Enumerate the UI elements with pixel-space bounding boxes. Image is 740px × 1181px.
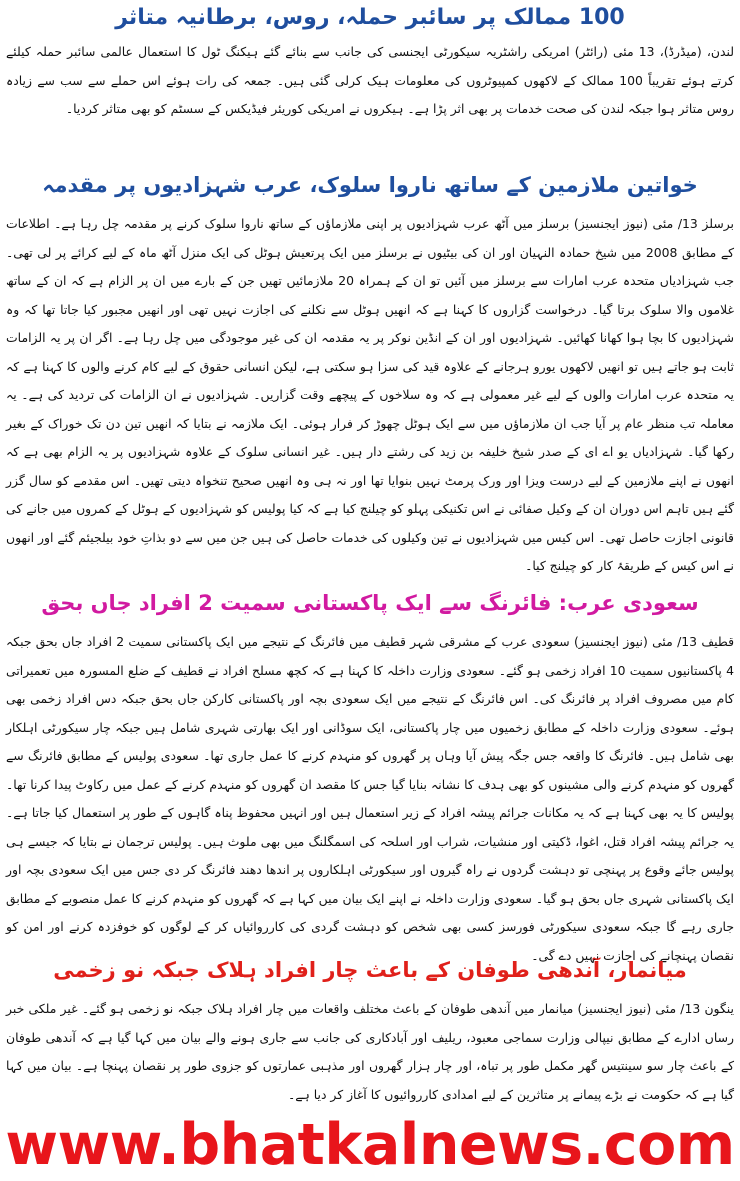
article-body-myanmar-storm: ینگون 13/ مئی (نیوز ایجنسیز) میانمار میں آندھی طوفان کے باعث مختلف واقعات میں چار افراد ہلاک جبکہ نو زخمی ہو گئے۔ غیر ملکی خبر رساں ادارے کے مطابق نیپالی وزارت سماجی معبود، ریلیف اور آبادکاری کی جانب سے جاری ہونے والے بیان میں کہا گیا ہے کہ آندھی طوفان کے باعث چار سو سینتیس گھر مکمل طور پر تباہ، اور چار ہزار گھروں اور مذہبی عمارتوں کو جزوی طور پر نقصان پہنچا ہے۔ بیان میں کہا گیا ہے کہ حکومت نے بڑے پیمانے پر متاثرین کے لیے امدادی کارروائیوں کا آغاز کر دیا ہے۔	[6, 1001, 734, 1102]
article-body-arab-princesses: برسلز 13/ مئی (نیوز ایجنسیز) برسلز میں آٹھ عرب شہزادیوں پر اپنی ملازماؤں کے ساتھ ناروا سلوک کرنے پر مقدمہ چل رہا ہے۔ اطلاعات کے مطابق 2008 میں شیخ حمادہ النہیان اور ان کی بیٹیوں نے برسلز میں ایک پرتعیش ہوٹل کی ایک منزل آٹھ ماہ کے لیے کرائے پر لی تھی۔ جب شہزادیاں متحدہ عرب امارات سے برسلز میں آئیں تو ان کے ہمراہ 20 ملازمائیں تھیں جن کے بارے میں ان پر الزام ہے کہ ان کے ساتھ غلاموں والا سلوک برتا گیا۔ درخواست گزاروں کا کہنا ہے کہ انھیں ہوٹل سے نکلنے کی اجازت نہیں تھی اور انھیں مجبور کیا جاتا تھا کہ وہ شہزادیوں کا بچا ہوا کھانا کھائیں۔ شہزادیوں اور ان کے انڈین نوکر پر یہ مقدمہ ان کی غیر موجودگی میں چل رہا ہے۔ اگر ان پر یہ الزامات ثابت ہو جاتے ہیں تو انھیں لاکھوں یورو ہرجانے کے علاوہ قید کی سزا ہو سکتی ہے، لیکن انسانی حقوق کے لیے کام کرنے والوں کا کہنا ہے کہ یہ متحدہ عرب امارات والوں کے لیے غیر معمولی ہے کہ وہ سلاخوں کے پیچھے وقت گزاریں۔ شہزادیوں نے ان الزامات کی تردید کی ہے۔ یہ معاملہ تب منظر عام پر آیا جب ان ملازماؤں میں سے ایک ہوٹل چھوڑ کر فرار ہوئی۔ ایک ملازمہ نے بتایا کہ انھیں تین دن تک خوراک کے بغیر رکھا گیا۔ شہزادیاں یو اے ای کے صدر شیخ خلیفہ بن زید کی رشتے دار ہیں۔ غیر انسانی سلوک کے علاوہ شہزادیوں پر یہ الزام بھی ہے کہ انھوں نے اپنے ملازمین کے لیے درست ویزا اور ورک پرمٹ نہیں بنوایا تھا اور نہ ہی وہ انھیں صحیح تنخواہ دیتی تھیں۔ اس مقدمے کو سال گزر گئے ہیں تاہم اس دوران ان کے وکیل صفائی نے اس تکنیکی پہلو کو چیلنج کیا ہے کہ کیا پولیس کو شہزادیوں کے ہوٹل کے کمروں میں جانے کی قانونی اجازت حاصل تھی۔ اس کیس میں شہزادیوں نے تین وکیلوں کی خدمات حاصل کی ہیں جن میں سے دو بذاتِ خود بیلجیئم گئے اور انھوں نے اس کیس کے طریقۂ کار کو چیلنج کیا۔	[6, 216, 735, 573]
headline-cyber-attack: 100 ممالک پر سائبر حملہ، روس، برطانیہ متاثر	[115, 5, 625, 30]
article-body-cyber-attack: لندن، (میڈرڈ)، 13 مئی (رائٹر) امریکی راشٹریہ سیکورٹی ایجنسی کی جانب سے بنائے گئے ہیکنگ ٹول کا استعمال عالمی سائبر حملہ کیلئے کرتے ہوئے تقریباً 100 ممالک کے لاکھوں کمپیوٹروں کی معلومات ہیک کرلی گئی ہیں۔ جمعہ کی رات ہوئے اس حملے سے سب سے زیادہ روس متاثر ہوا جبکہ لندن کی صحت خدمات پر بھی اثر پڑا ہے۔ ہیکروں نے امریکی کوریئر فیڈیکس کے سسٹم کو بھی متاثر کردیا۔	[6, 44, 735, 116]
headline-arab-princesses: خواتین ملازمین کے ساتھ ناروا سلوک، عرب شہزادیوں پر مقدمہ	[42, 173, 698, 197]
headline-saudi-firing: سعودی عرب: فائرنگ سے ایک پاکستانی سمیت 2 افراد جاں بحق	[41, 591, 699, 615]
headline-myanmar-storm: میانمار، آندھی طوفان کے باعث چار افراد ہلاک جبکہ نو زخمی	[53, 958, 687, 982]
site-url-footer[interactable]: www.bhatkalnews.com	[5, 1112, 735, 1178]
article-body-saudi-firing: قطیف 13/ مئی (نیوز ایجنسیز) سعودی عرب کے مشرقی شہر قطیف میں فائرنگ کے نتیجے میں ایک پاکستانی سمیت 2 افراد جاں بحق جبکہ 4 پاکستانیوں سمیت 10 افراد زخمی ہو گئے۔ سعودی وزارت داخلہ کا کہنا ہے کہ کچھ مسلح افراد نے قطیف کے ضلع المسورہ میں تعمیراتی کام میں مصروف افراد پر فائرنگ کی۔ اس فائرنگ کے نتیجے میں ایک سعودی بچہ اور پاکستانی کارکن جاں بحق جبکہ دس افراد زخمی بھی ہوئے۔ سعودی وزارت داخلہ کے مطابق زخمیوں میں چار پاکستانی، ایک سوڈانی اور ایک بھارتی شہری شامل ہیں جبکہ چار سیکورٹی اہلکار بھی شامل ہیں۔ فائرنگ کا واقعہ جس جگہ پیش آیا وہاں پر گھروں کو منہدم کرنے کا عمل جاری تھا۔ سعودی پولیس کے مطابق فائرنگ سے گھروں کو منہدم کرنے والی مشینوں کو بھی ہدف کا نشانہ بنایا گیا جس کا مقصد ان گھروں کو منہدم کرنے کے عمل میں رکاوٹ پیدا کرنا تھا۔ پولیس کا یہ بھی کہنا ہے کہ یہ مکانات جرائم پیشہ افراد کے زیر استعمال ہیں اور انہیں محفوظ پناہ گاہوں کے طور پر استعمال کیا جاتا ہے۔ یہ جرائم پیشہ افراد قتل، اغوا، ڈکیتی اور منشیات، شراب اور اسلحہ کی اسمگلنگ میں بھی ملوث ہیں۔ پولیس ترجمان نے بتایا کہ جیسے ہی پولیس جائے وقوع پر پہنچی تو دہشت گردوں نے راہ گیروں اور سیکورٹی اہلکاروں پر اندھا دھند فائرنگ کر دی جس میں ایک سعودی بچہ اور ایک پاکستانی شہری جاں بحق ہو گیا۔ سعودی وزارت داخلہ نے اپنے ایک بیان میں کہا ہے کہ گھروں کو منہدم کرنے کا عمل منصوبے کے مطابق جاری رہے گا جبکہ سعودی سیکورٹی فورسز کسی بھی شخص کو دہشت گردی کی کارروائیاں کر کے لوگوں کو خوفزدہ کرنے اور امن کو نقصان پہنچانے کی اجازت نہیں دے گی۔	[6, 634, 735, 963]
